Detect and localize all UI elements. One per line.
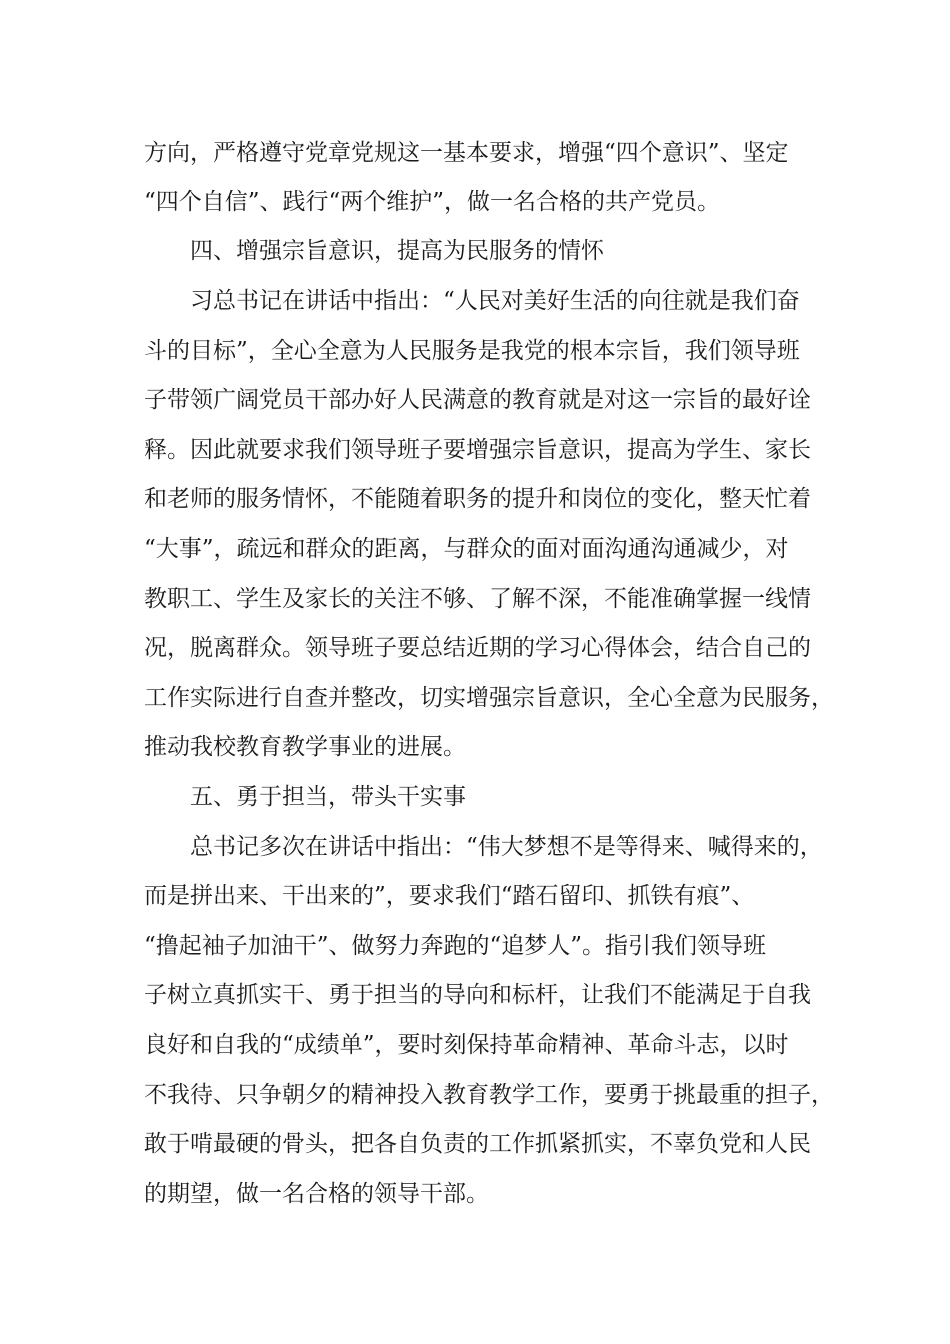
body-text-line: “撸起袖子加油干”、做努力奔跑的“追梦人”。指引我们领导班 [144,933,767,959]
body-text-line: 的期望，做一名合格的领导干部。 [144,1181,489,1207]
body-text-line: 良好和自我的“成绩单”，要时刻保持革命精神、革命斗志，以时 [144,1032,789,1058]
body-text-line: 子带领广阔党员干部办好人民满意的教育就是对这一宗旨的最好诠 [144,387,811,413]
body-text-line: 推动我校教育教学事业的进展。 [144,734,466,760]
body-text-line: 不我待、只争朝夕的精神投入教育教学工作，要勇于挑最重的担子， [144,1082,834,1108]
section-heading: 五、勇于担当，带头干实事 [190,784,466,810]
body-text-line: “四个自信”、践行“两个维护”，做一名合格的共产党员。 [144,189,721,215]
body-text-line: 和老师的服务情怀，不能随着职务的提升和岗位的变化，整天忙着 [144,486,811,512]
body-text-line: 敢于啃最硬的骨头，把各自负责的工作抓紧抓实，不辜负党和人民 [144,1131,811,1157]
body-text-line: 子树立真抓实干、勇于担当的导向和标杆，让我们不能满足于自我 [144,982,811,1008]
body-text-line: 工作实际进行自查并整改，切实增强宗旨意识，全心全意为民服务， [144,685,834,711]
section-heading: 四、增强宗旨意识，提高为民服务的情怀 [190,238,604,264]
body-text-line: 释。因此就要求我们领导班子要增强宗旨意识，提高为学生、家长 [144,437,811,463]
body-text-line: 而是拼出来、干出来的”，要求我们“踏石留印、抓铁有痕”、 [144,883,755,909]
body-text-line: 总书记多次在讲话中指出：“伟大梦想不是等得来、喊得来的， [190,834,823,860]
body-text-line: 教职工、学生及家长的关注不够、了解不深，不能准确掌握一线情 [144,586,811,612]
body-text-line: 斗的目标”，全心全意为人民服务是我党的根本宗旨，我们领导班 [144,338,800,364]
body-text-line: 方向，严格遵守党章党规这一基本要求，增强“四个意识”、坚定 [144,140,789,166]
body-text-line: “大事”，疏远和群众的距离，与群众的面对面沟通沟通减少，对 [144,536,789,562]
body-text-line: 况，脱离群众。领导班子要总结近期的学习心得体会，结合自己的 [144,635,811,661]
body-text-line: 习总书记在讲话中指出：“人民对美好生活的向往就是我们奋 [190,288,800,314]
